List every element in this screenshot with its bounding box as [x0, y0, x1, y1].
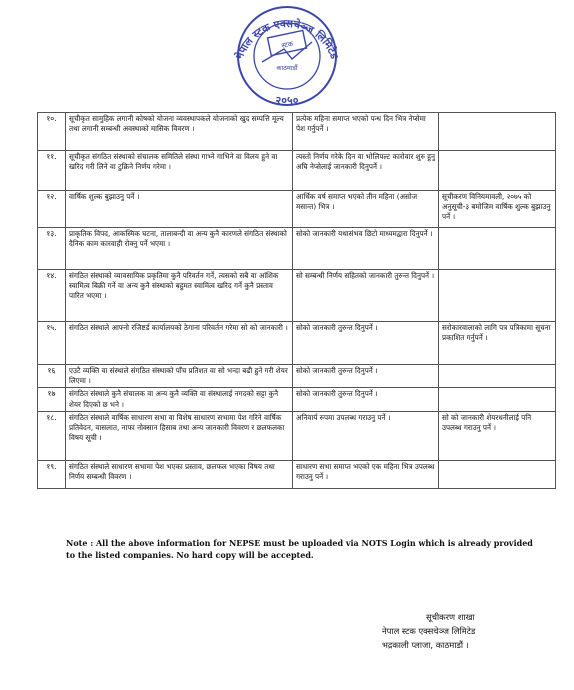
upload-note: Note : All the above information for NEPSE must be uploaded via NOTS Login which is already provided to the listed companies. No hard copy will be accepted.	[66, 538, 533, 560]
reporting-deadline: सोको जानकारी यथासंभव छिटो माध्यमद्वारा दिनुपर्ने ।	[293, 228, 439, 270]
reporting-deadline: सो सम्बन्धी निर्णय सहितको जानकारी तुरुन्त दिनुपर्ने ।	[293, 270, 439, 322]
reporting-deadline: त्यस्तो निर्णय गरेके दिन वा भोलिपल्ट कारोवार शुरु हुनु अघि नेप्सेलाई जानकारी दिनुपर्ने ।	[293, 151, 439, 191]
row-number: १६	[38, 365, 66, 388]
table-row	[38, 191, 556, 228]
svg-text:स्टक: स्टक	[280, 39, 294, 51]
remark	[439, 151, 556, 191]
table-row	[38, 411, 556, 460]
reporting-deadline: सोको जानकारी तुरुन्त दिनुपर्ने ।	[293, 322, 439, 365]
reporting-deadline: सोको जानकारी तुरुन्त दिनुपर्ने ।	[293, 388, 439, 411]
row-number: १७	[38, 388, 66, 411]
remark	[439, 113, 556, 151]
company-address: भद्रकाली प्लाजा, काठमाडौं ।	[382, 639, 469, 650]
remark	[439, 270, 556, 322]
disclosure-table	[37, 112, 556, 489]
reporting-deadline: प्रत्येक महिना समाप्त भएको पन्ध दिन भित्र नेप्सेमा पेश गर्नुपर्ने ।	[293, 113, 439, 151]
reporting-deadline: अनिवार्य रुपमा उपलब्ध गराउनु पर्ने ।	[293, 411, 439, 460]
table-row	[38, 151, 556, 191]
table-row	[38, 460, 556, 488]
event-description: एउटै व्यक्ति वा संस्थाले संगठित संस्थाको पाँच प्रतिशत वा सो भन्दा बढी हुने गरी शेयर लिएमा ।	[66, 365, 293, 388]
svg-text:काठमाडौं: काठमाडौं	[276, 64, 298, 72]
row-number: १४.	[38, 270, 66, 322]
table-row	[38, 365, 556, 388]
event-description: सूचीकृत सामुहिक लगानी कोषको योजना व्यवस्थापकले योजनाको खुद सम्पत्ति मूल्य तथा लगानी सम्बन्धी अवस्थाको मासिक विवरण ।	[66, 113, 293, 151]
row-number: ११.	[38, 151, 66, 191]
remark	[439, 460, 556, 488]
signature-block	[382, 611, 562, 652]
nepse-logo	[222, 4, 352, 108]
event-description: संगठित संस्थाले कुनै संचालक वा अन्य कुनै व्यक्ति वा संस्थालाई नगदको सट्टा कुनै शेयर दिएको छ भने ।	[66, 388, 293, 411]
table-row	[38, 388, 556, 411]
company-name: नेपाल स्टक एक्सचेञ्ज लिमिटेड	[382, 625, 476, 636]
svg-text:नेपाल स्टक एक्सचेञ्ज लिमिटेड: नेपाल स्टक एक्सचेञ्ज लिमिटेड	[233, 17, 341, 61]
reporting-deadline: सोको जानकारी तुरुन्त दिनुपर्ने ।	[293, 365, 439, 388]
disclosure-table-container	[37, 112, 555, 489]
row-number: १३.	[38, 228, 66, 270]
remark	[439, 365, 556, 388]
remark	[439, 388, 556, 411]
table-row	[38, 270, 556, 322]
row-number: १९.	[38, 460, 66, 488]
svg-text:२०५०: २०५०	[275, 94, 299, 107]
reporting-deadline: आर्थिक वर्ष समाप्त भएको तीन महिना (असोज मसान्त) भित्र ।	[293, 191, 439, 228]
remark: सूचीकरण विनियमावली, २०७५ को अनुसूची-३ बमोजिम वार्षिक शुल्क बुझाउनु पर्ने ।	[439, 191, 556, 228]
department-name: सूचीकरण शाखा	[426, 612, 475, 622]
event-description: संगठित संस्थाको व्यावसायिक प्रकृतिमा कुनै परिवर्तन गर्ने, त्यसको सबै वा आंशिक स्वामित्व बिक्री गर्ने वा अन्य कुनै संस्थाको बहुमत स्वामित्व खरिद गर्ने कुनै प्रस्ताव पारित भएमा ।	[66, 270, 293, 322]
row-number: १०.	[38, 113, 66, 151]
reporting-deadline: साधारण सभा समाप्त भएको एक महिना भित्र उपलब्ध गराउनु पर्ने ।	[293, 460, 439, 488]
row-number: १८.	[38, 411, 66, 460]
table-row	[38, 113, 556, 151]
remark: सो को जानकारी शेयरधनीलाई पनि उपलब्ध गराउनु पर्ने ।	[439, 411, 556, 460]
event-description: प्राकृतिक विपद, आकस्मिक घटना, तालाबन्दी वा अन्य कुनै कारणले संगठित संस्थाको दैनिक काम कारवाही रोक्नु पर्ने भएमा ।	[66, 228, 293, 270]
row-number: १५.	[38, 322, 66, 365]
event-description: संगठित संस्थाले वार्षिक साधारण सभा वा विशेष साधारण सभामा पेश गरिने वार्षिक प्रतिवेदन, वासलात, नाफा नोक्सान हिसाब तथा अन्य जानकारी विवरण र छलफलका विषय सूची ।	[66, 411, 293, 460]
row-number: १२.	[38, 191, 66, 228]
event-description: वार्षिक शुल्क बुझाउनु पर्ने ।	[66, 191, 293, 228]
event-description: संगठित संस्थाले साधारण सभामा पेश भएका प्रस्ताव, छलफल भएका विषय तथा निर्णय सम्बन्धी विवरण ।	[66, 460, 293, 488]
remark: सरोकारवालाको लागि पत्र पत्रिकामा सूचना प्रकाशित गर्नुपर्ने ।	[439, 322, 556, 365]
table-row	[38, 322, 556, 365]
table-row	[38, 228, 556, 270]
event-description: संगठित संस्थाले आफ्नो रजिष्टर्ड कार्यालयको ठेगाना परिवर्तन गरेमा सो को जानकारी ।	[66, 322, 293, 365]
event-description: सूचीकृत संगठित संस्थाको संचालक समितिले संस्था गाभ्ने गाभिने वा विलय हुने वा खरिद गरी लिने वा टुक्रिने निर्णय गरेमा ।	[66, 151, 293, 191]
remark	[439, 228, 556, 270]
